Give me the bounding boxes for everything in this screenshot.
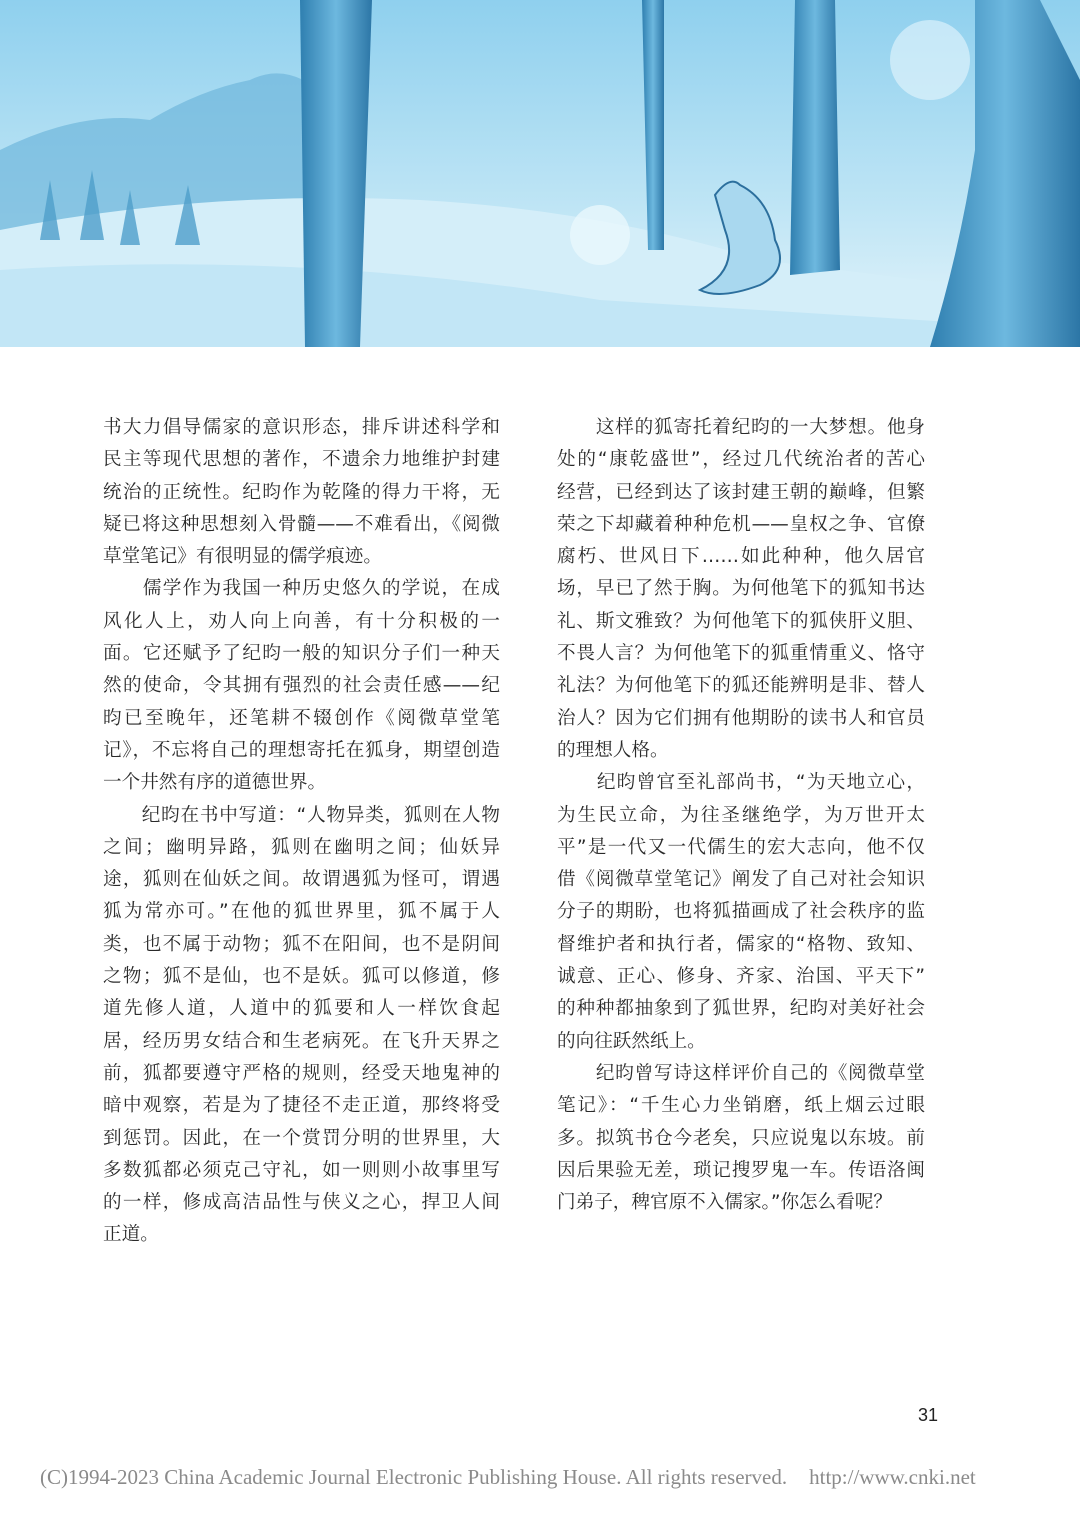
text-line: 分子的期盼，也将狐描画成了社会秩序的监 (557, 901, 925, 923)
text-line: 督维护者和执行者，儒家的“格物、致知、 (557, 933, 925, 955)
text-line: 平”是一代又一代儒生的宏大志向，他不仅 (557, 836, 925, 858)
text-line: 面。它还赋予了纪昀一般的知识分子们一种天 (103, 643, 500, 665)
text-line: 场，早已了然于胸。为何他笔下的狐知书达 (557, 578, 925, 600)
text-line: 疑已将这种思想刻入骨髓——不难看出，《阅微 (103, 513, 500, 535)
text-line: 借《阅微草堂笔记》阐发了自己对社会知识 (557, 869, 925, 891)
text-line: 荣之下却藏着种种危机——皇权之争、官僚 (557, 513, 925, 535)
text-line: 书大力倡导儒家的意识形态，排斥讲述科学和 (103, 417, 500, 438)
text-line: 笔记》：“千生心力坐销磨，纸上烟云过眼 (557, 1095, 925, 1117)
text-line: 记》，不忘将自己的理想寄托在狐身，期望创造 (103, 739, 500, 761)
text-line: 风化人上，劝人向上向善，有十分积极的一 (103, 610, 500, 632)
text-line: 的一样，修成高洁品性与侠义之心，捍卫人间 (103, 1192, 500, 1214)
text-line: 腐朽、世风日下……如此种种，他久居官 (557, 546, 925, 568)
paragraph (557, 767, 925, 1058)
text-line: 纪昀曾官至礼部尚书，“为天地立心， (557, 772, 925, 794)
text-line: 纪昀曾写诗这样评价自己的《阅微草堂 (557, 1062, 925, 1084)
text-line: 之物；狐不是仙，也不是妖。狐可以修道，修 (103, 966, 500, 988)
text-line: 道先修人道，人道中的狐要和人一样饮食起 (103, 998, 500, 1020)
text-line: 民主等现代思想的著作，不遗余力地维护封建 (103, 449, 500, 471)
text-line: 礼、斯文雅致？为何他笔下的狐侠肝义胆、 (557, 610, 925, 632)
text-line: 居，经历男女结合和生老病死。在飞升天界之 (103, 1030, 500, 1052)
text-line: 然的使命，令其拥有强烈的社会责任感——纪 (103, 675, 500, 697)
text-line: 暗中观察，若是为了捷径不走正道，那终将受 (103, 1095, 500, 1117)
paragraph (557, 412, 925, 767)
text-line: 统治的正统性。纪昀作为乾隆的得力干将，无 (103, 481, 500, 503)
page-number: 31 (918, 1405, 939, 1425)
text-line: 多数狐都必须克己守礼，如一则则小故事里写 (103, 1159, 500, 1181)
copyright-text: (C)1994-2023 China Academic Journal Electronic Publishing House. All rights reserved. (40, 1465, 788, 1489)
text-line: 的种种都抽象到了狐世界，纪昀对美好社会 (557, 998, 925, 1020)
text-line: 礼法？为何他笔下的狐还能辨明是非、替人 (557, 675, 925, 697)
header-illustration (0, 0, 1080, 347)
text-line: 门弟子，稗官原不入儒家。”你怎么看呢？ (557, 1192, 893, 1214)
text-line: 不畏人言？为何他笔下的狐重情重义、恪守 (557, 643, 925, 665)
text-line: 的向往跃然纸上。 (557, 1030, 706, 1052)
text-line: 昀已至晚年，还笔耕不辍创作《阅微草堂笔 (103, 707, 500, 729)
text-line: 经营，已经到达了该封建王朝的巅峰，但繁 (557, 481, 925, 503)
paragraph (103, 412, 500, 573)
text-line: 一个井然有序的道德世界。 (103, 772, 327, 794)
text-line: 前，狐都要遵守严格的规则，经受天地鬼神的 (103, 1062, 500, 1084)
text-line: 途，狐则在仙妖之间。故谓遇狐为怪可，谓遇 (103, 869, 500, 891)
text-line: 狐为常亦可。”在他的狐世界里，狐不属于人 (103, 901, 500, 923)
text-line: 儒学作为我国一种历史悠久的学说，在成 (103, 578, 500, 600)
footer-url-link[interactable]: http://www.cnki.net (809, 1465, 976, 1489)
text-line: 处的“康乾盛世”，经过几代统治者的苦心 (557, 449, 925, 471)
text-line: 诚意、正心、修身、齐家、治国、平天下” (557, 966, 925, 988)
paragraph (557, 1058, 925, 1219)
text-line: 草堂笔记》有很明显的儒学痕迹。 (103, 546, 382, 568)
paragraph (103, 800, 500, 1252)
text-line: 正道。 (103, 1224, 159, 1246)
text-line: 治人？因为它们拥有他期盼的读书人和官员 (557, 707, 925, 729)
left-column (103, 412, 500, 1252)
text-line: 这样的狐寄托着纪昀的一大梦想。他身 (557, 417, 925, 438)
text-line: 纪昀在书中写道：“人物异类，狐则在人物 (103, 804, 500, 826)
footer-copyright (40, 1465, 998, 1490)
text-line: 类，也不属于动物；狐不在阳间，也不是阴间 (103, 933, 500, 955)
paragraph (103, 573, 500, 799)
text-line: 因后果验无差，琐记搜罗鬼一车。传语洛闽 (557, 1159, 925, 1181)
text-line: 的理想人格。 (557, 739, 669, 761)
text-line: 到惩罚。因此，在一个赏罚分明的世界里，大 (103, 1127, 500, 1149)
right-column (557, 412, 925, 1219)
text-line: 之间；幽明异路，狐则在幽明之间；仙妖异 (103, 836, 500, 858)
text-line: 多。拟筑书仓今老矣，只应说鬼以东坡。前 (557, 1127, 925, 1149)
text-line: 为生民立命，为往圣继绝学，为万世开太 (557, 804, 925, 826)
